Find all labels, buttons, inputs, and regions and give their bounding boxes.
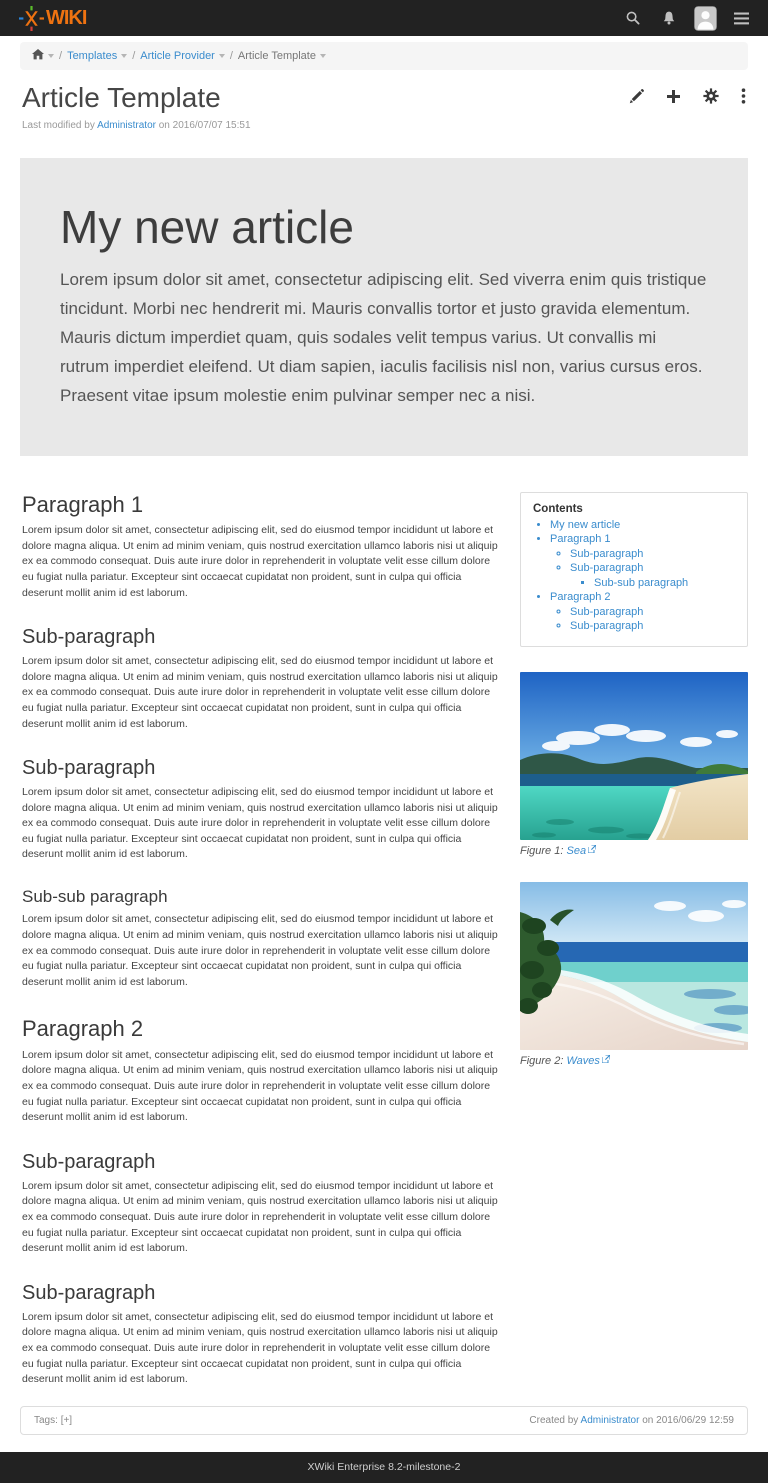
edit-pencil-icon[interactable] — [629, 89, 644, 104]
figure-sea — [520, 672, 748, 857]
figure-label: Figure 2: — [520, 1054, 564, 1067]
section-paragraph: Lorem ipsum dolor sit amet, consectetur adipiscing elit, sed do eiusmod tempor incididunt ut labore et dolore magna aliqua. Ut enim ad minim veniam, quis nostrud exercitation ullamco laboris nisi ut aliquip ex ea commodo consequat. Duis aute irure dolor in reprehenderit in voluptate velit esse cillum dolore eu fugiat nulla pariatur. Excepteur sint occaecat cupidatat non proident, sunt in culpa qui officia deserunt mollit anim id est laborum. — [22, 1048, 498, 1124]
doc-actions — [629, 88, 746, 104]
toc-link-sub-paragraph[interactable]: Sub-paragraph — [570, 605, 644, 618]
waves-photo — [520, 882, 748, 1050]
tags-area — [34, 1415, 72, 1426]
breadcrumb-item-article-provider[interactable]: Article Provider — [140, 50, 215, 62]
created-line — [529, 1415, 734, 1426]
section-paragraph: Lorem ipsum dolor sit amet, consectetur adipiscing elit, sed do eiusmod tempor incididunt ut labore et dolore magna aliqua. Ut enim ad minim veniam, quis nostrud exercitation ullamco laboris nisi ut aliquip ex ea commodo consequat. Duis aute irure dolor in reprehenderit in voluptate velit esse cillum dolore eu fugiat nulla pariatur. Excepteur sint occaecat cupidatat non proident, sunt in culpa qui officia deserunt mollit anim id est laborum. — [22, 655, 498, 730]
xwiki-logo[interactable] — [18, 5, 86, 32]
version-footer — [0, 1452, 768, 1483]
xwiki-logo-mark — [18, 5, 45, 32]
breadcrumb-item-article-template: Article Template — [237, 50, 316, 62]
xwiki-logo-text: WIKI — [46, 7, 87, 29]
sea-photo — [520, 672, 748, 840]
toc-title: Contents — [533, 502, 583, 515]
settings-gear-icon[interactable] — [703, 88, 719, 104]
home-icon — [32, 49, 44, 60]
created-user-link[interactable]: Administrator — [580, 1414, 640, 1426]
page-header — [0, 70, 768, 131]
breadcrumb-separator: / — [132, 50, 136, 62]
add-plus-icon[interactable] — [666, 89, 681, 104]
external-link-icon — [602, 1054, 610, 1066]
breadcrumb-item-templates[interactable]: Templates — [67, 50, 118, 62]
section-paragraph: Lorem ipsum dolor sit amet, consectetur adipiscing elit, sed do eiusmod tempor incididunt ut labore et dolore magna aliqua. Ut enim ad minim veniam, quis nostrud exercitation ullamco laboris nisi ut aliquip ex ea commodo consequat. Duis aute irure dolor in reprehenderit in voluptate velit esse cillum dolore eu fugiat nulla pariatur. Excepteur sint occaecat cupidatat non proident, sunt in culpa qui officia deserunt mollit anim id est laborum. — [22, 1179, 498, 1255]
right-sidebar — [520, 492, 748, 1067]
section-heading: Sub-paragraph — [22, 1150, 156, 1173]
toc-link-paragraph-1[interactable]: Paragraph 1 — [550, 533, 611, 546]
version-text: XWiki Enterprise 8.2-milestone-2 — [307, 1460, 461, 1473]
section-paragraph: Lorem ipsum dolor sit amet, consectetur adipiscing elit, sed do eiusmod tempor incididunt ut labore et dolore magna aliqua. Ut enim ad minim veniam, quis nostrud exercitation ullamco laboris nisi ut aliquip ex ea commodo consequat. Duis aute irure dolor in reprehenderit in voluptate velit esse cillum dolore eu fugiat nulla pariatur. Excepteur sint occaecat cupidatat non proident, sunt in culpa qui officia deserunt mollit anim id est laborum. — [22, 913, 498, 988]
toc-item — [570, 561, 735, 590]
modified-user-link[interactable]: Administrator — [97, 120, 156, 132]
article-section — [22, 1016, 500, 1125]
main-content-area — [0, 492, 768, 1388]
top-navbar — [0, 0, 768, 36]
chevron-down-icon[interactable] — [219, 54, 225, 58]
navbar-actions — [620, 5, 754, 31]
figure-link-sea[interactable]: Sea — [566, 844, 587, 857]
notifications-bell-icon[interactable] — [656, 5, 682, 31]
article-section — [22, 625, 500, 732]
toc-item — [570, 619, 735, 634]
figure-label: Figure 1: — [520, 844, 564, 857]
doc-footer — [20, 1406, 748, 1435]
article-section — [22, 1281, 500, 1388]
section-paragraph: Lorem ipsum dolor sit amet, consectetur adipiscing elit, sed do eiusmod tempor incididunt ut labore et dolore magna aliqua. Ut enim ad minim veniam, quis nostrud exercitation ullamco laboris nisi ut aliquip ex ea commodo consequat. Duis aute irure dolor in reprehenderit in voluptate velit esse cillum dolore eu fugiat nulla pariatur. Excepteur sint occaecat cupidatat non proident, sunt in culpa qui officia deserunt mollit anim id est laborum. — [22, 786, 498, 861]
toc-link-sub-paragraph[interactable]: Sub-paragraph — [570, 562, 644, 575]
toc-link-my-new-article[interactable]: My new article — [550, 518, 621, 531]
page-title: Article Template — [22, 82, 221, 113]
section-heading: Paragraph 2 — [22, 1016, 144, 1042]
figure-link-waves[interactable]: Waves — [566, 1054, 600, 1067]
article-hero — [20, 158, 748, 456]
breadcrumb-separator: / — [229, 50, 233, 62]
toc-item — [550, 590, 735, 634]
chevron-down-icon[interactable] — [121, 54, 127, 58]
last-modified-line — [22, 120, 746, 131]
toc-item — [570, 605, 735, 620]
section-paragraph: Lorem ipsum dolor sit amet, consectetur adipiscing elit, sed do eiusmod tempor incididunt ut labore et dolore magna aliqua. Ut enim ad minim veniam, quis nostrud exercitation ullamco laboris nisi ut aliquip ex ea commodo consequat. Duis aute irure dolor in reprehenderit in voluptate velit esse cillum dolore eu fugiat nulla pariatur. Excepteur sint occaecat cupidatat non proident, sunt in culpa qui officia deserunt mollit anim id est laborum. — [22, 524, 498, 599]
drawer-menu-icon[interactable] — [728, 5, 754, 31]
article-section — [22, 756, 500, 863]
toc-link-sub-sub-paragraph[interactable]: Sub-sub paragraph — [594, 576, 689, 589]
toc-item — [594, 576, 735, 591]
section-heading: Sub-paragraph — [22, 1281, 156, 1304]
section-paragraph: Lorem ipsum dolor sit amet, consectetur adipiscing elit, sed do eiusmod tempor incididunt ut labore et dolore magna aliqua. Ut enim ad minim veniam, quis nostrud exercitation ullamco laboris nisi ut aliquip ex ea commodo consequat. Duis aute irure dolor in reprehenderit in voluptate velit esse cillum dolore eu fugiat nulla pariatur. Excepteur sint occaecat cupidatat non proident, sunt in culpa qui officia deserunt mollit anim id est laborum. — [22, 1310, 498, 1386]
search-icon[interactable] — [620, 5, 646, 31]
more-kebab-icon[interactable] — [741, 88, 746, 104]
tags-label: Tags: — [34, 1414, 58, 1426]
breadcrumb-separator: / — [59, 50, 63, 62]
figure-waves — [520, 882, 748, 1067]
breadcrumb — [20, 42, 748, 70]
table-of-contents — [520, 492, 748, 647]
section-heading: Sub-paragraph — [22, 626, 156, 649]
article-section — [22, 492, 500, 601]
breadcrumb-home[interactable] — [32, 49, 44, 63]
toc-item — [550, 518, 735, 533]
modified-prefix: Last modified by — [22, 120, 95, 132]
toc-link-paragraph-2[interactable]: Paragraph 2 — [550, 591, 611, 604]
toc-item — [570, 547, 735, 562]
figure-caption — [520, 844, 748, 857]
add-tag-button[interactable]: [+] — [60, 1414, 73, 1426]
hero-title: My new article — [60, 201, 354, 254]
figure-caption — [520, 1054, 748, 1067]
section-heading: Sub-sub paragraph — [22, 887, 168, 907]
created-suffix: on 2016/06/29 12:59 — [642, 1414, 734, 1426]
chevron-down-icon[interactable] — [48, 54, 54, 58]
created-prefix: Created by — [529, 1414, 579, 1426]
article-body — [20, 492, 500, 1388]
section-heading: Paragraph 1 — [22, 491, 144, 517]
modified-suffix: on 2016/07/07 15:51 — [158, 120, 251, 132]
article-section — [22, 1150, 500, 1257]
toc-item — [550, 532, 735, 590]
external-link-icon — [588, 844, 596, 856]
toc-link-sub-paragraph[interactable]: Sub-paragraph — [570, 620, 644, 633]
toc-link-sub-paragraph[interactable]: Sub-paragraph — [570, 547, 644, 560]
section-heading: Sub-paragraph — [22, 757, 156, 780]
article-section — [22, 887, 500, 990]
hero-text: Lorem ipsum dolor sit amet, consectetur adipiscing elit. Sed viverra enim quis tristique tincidunt. Morbi nec hendrerit mi. Mauris convallis tortor et justo gravida elementum. Mauris dictum imperdiet quam, quis sodales velit tempus varius. Ut convallis mi rutrum imperdiet eleifend. Ut diam sapien, iaculis facilisis nisl non, varius cursus eros. Praesent vitae ipsum molestie enim pulvinar semper nec a nisi. — [60, 269, 707, 405]
chevron-down-icon[interactable] — [320, 54, 326, 58]
user-avatar[interactable] — [692, 5, 718, 31]
